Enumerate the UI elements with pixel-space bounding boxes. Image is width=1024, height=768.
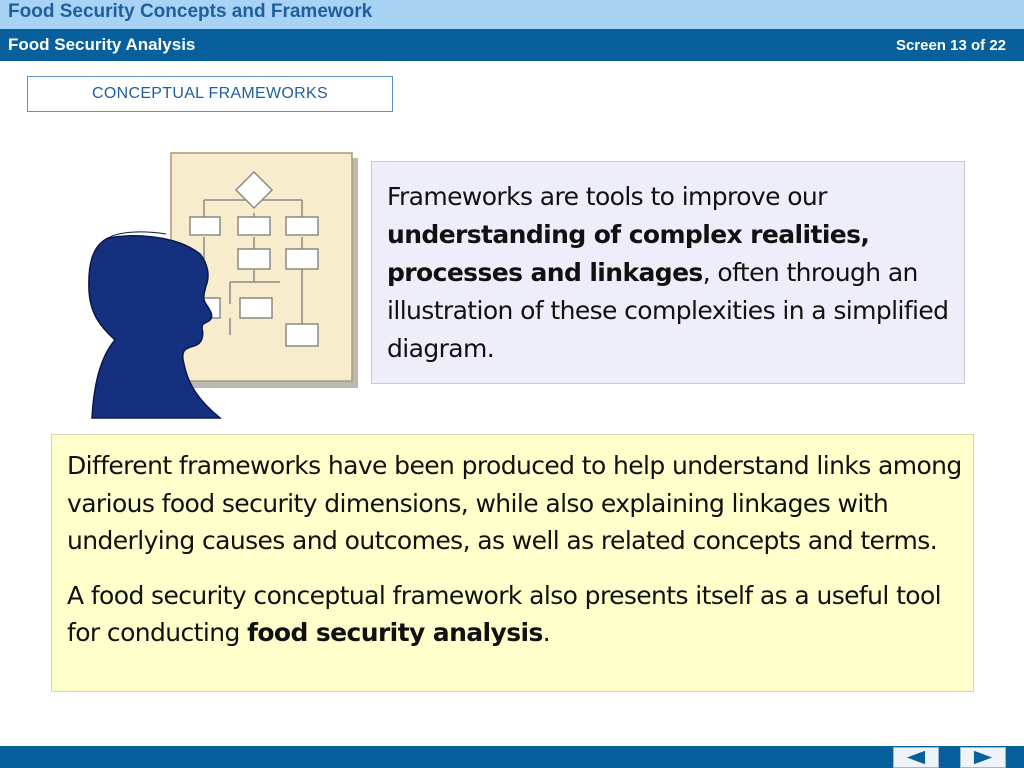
definition-text-end: , often through an illustration of these complexities in a simplified diagram. bbox=[387, 258, 949, 363]
next-button[interactable] bbox=[960, 747, 1006, 768]
section-label: CONCEPTUAL FRAMEWORKS bbox=[27, 76, 393, 112]
info-paragraph-2-text: A food security conceptual framework also presents itself as a useful tool for conducting bbox=[67, 580, 942, 647]
footer-bar bbox=[0, 746, 1024, 768]
info-box bbox=[51, 434, 974, 692]
info-paragraph-1: Different frameworks have been produced to help understand links among various food security dimensions, while also explaining linkages with underlying causes and outcomes, as well as related concepts and terms. bbox=[67, 451, 962, 555]
person-viewing-flowchart-icon bbox=[80, 150, 370, 425]
back-arrow-icon bbox=[894, 748, 938, 767]
next-arrow-icon bbox=[961, 748, 1005, 767]
definition-text: Frameworks are tools to improve our bbox=[387, 182, 827, 211]
course-title: Food Security Concepts and Framework bbox=[8, 1, 373, 22]
info-paragraph-2-emphasis: food security analysis bbox=[247, 618, 543, 647]
lesson-title-bar bbox=[0, 29, 1024, 61]
info-paragraph-2 bbox=[67, 577, 963, 652]
definition-box bbox=[371, 161, 965, 384]
course-title-bar bbox=[0, 0, 1024, 29]
back-button[interactable] bbox=[893, 747, 939, 768]
lesson-title: Food Security Analysis bbox=[8, 35, 196, 54]
definition-emphasis: understanding of complex realities, processes and linkages bbox=[387, 220, 870, 287]
info-paragraph-2-end: . bbox=[542, 618, 551, 647]
screen-counter: Screen 13 of 22 bbox=[895, 37, 1006, 54]
